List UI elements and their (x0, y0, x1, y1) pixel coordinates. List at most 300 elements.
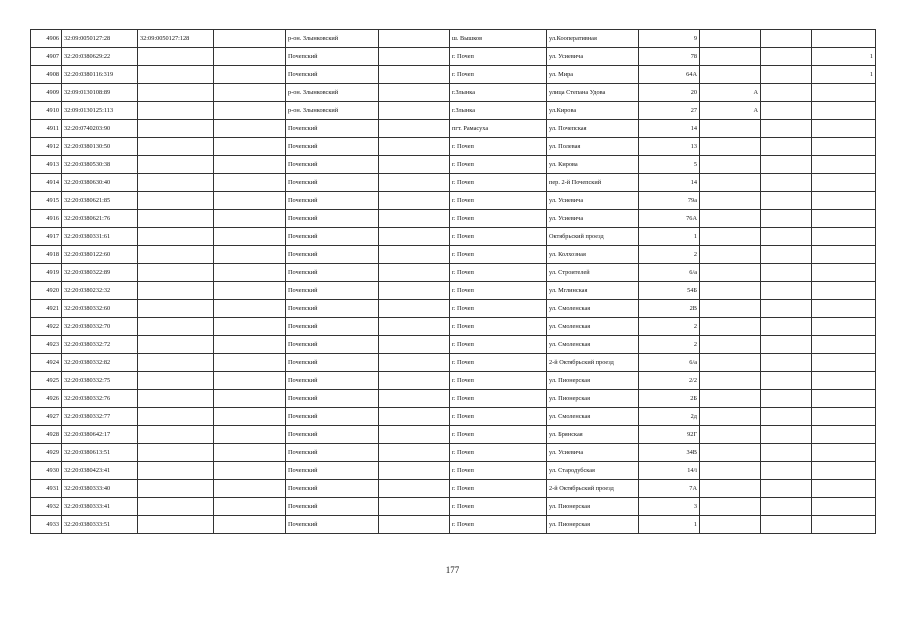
previous-cadastral-cell: 32:09:0050127:128 (138, 30, 214, 48)
row-number-cell: 4918 (31, 246, 62, 264)
extra-cell (761, 354, 812, 372)
row-number-cell: 4924 (31, 354, 62, 372)
row-number-cell: 4926 (31, 390, 62, 408)
extra-cell (214, 138, 286, 156)
blank-cell (379, 228, 450, 246)
cadastral-number-cell: 32:20:0380332:82 (62, 354, 138, 372)
street-cell: ул. Усиевича (547, 444, 639, 462)
row-number-cell: 4919 (31, 264, 62, 282)
cadastral-number-cell: 32:09:0130108:89 (62, 84, 138, 102)
flag-cell (812, 462, 876, 480)
cadastral-number-cell: 32:20:0380232:32 (62, 282, 138, 300)
letter-cell (700, 318, 761, 336)
locality-cell: г. Почеп (450, 264, 547, 282)
street-cell: ул. Смоленская (547, 336, 639, 354)
locality-cell: г. Почеп (450, 426, 547, 444)
table-row (31, 408, 876, 426)
previous-cadastral-cell (138, 192, 214, 210)
cadastral-number-cell: 32:20:0380322:89 (62, 264, 138, 282)
blank-cell (379, 480, 450, 498)
extra-cell (214, 516, 286, 534)
district-cell: Почепский (286, 444, 379, 462)
row-number-cell: 4928 (31, 426, 62, 444)
extra-cell (761, 516, 812, 534)
row-number-cell: 4907 (31, 48, 62, 66)
house-number-cell: 6/а (639, 354, 700, 372)
district-cell: Почепский (286, 48, 379, 66)
table-row (31, 120, 876, 138)
locality-cell: г. Почеп (450, 408, 547, 426)
extra-cell (761, 282, 812, 300)
flag-cell (812, 246, 876, 264)
table-row (31, 480, 876, 498)
extra-cell (761, 192, 812, 210)
district-cell: Почепский (286, 318, 379, 336)
house-number-cell: 3 (639, 498, 700, 516)
house-number-cell: 5 (639, 156, 700, 174)
table-row (31, 138, 876, 156)
street-cell: ул. Усиевича (547, 192, 639, 210)
previous-cadastral-cell (138, 66, 214, 84)
house-number-cell: 2д (639, 408, 700, 426)
locality-cell: г. Почеп (450, 444, 547, 462)
row-number-cell: 4915 (31, 192, 62, 210)
extra-cell (761, 84, 812, 102)
letter-cell (700, 282, 761, 300)
blank-cell (379, 174, 450, 192)
district-cell: Почепский (286, 138, 379, 156)
extra-cell (214, 426, 286, 444)
locality-cell: г. Почеп (450, 246, 547, 264)
blank-cell (379, 516, 450, 534)
row-number-cell: 4922 (31, 318, 62, 336)
blank-cell (379, 48, 450, 66)
cadastral-number-cell: 32:09:0130125:113 (62, 102, 138, 120)
cadastral-number-cell: 32:20:0380613:51 (62, 444, 138, 462)
flag-cell: 1 (812, 66, 876, 84)
blank-cell (379, 210, 450, 228)
street-cell: ул. Усиевича (547, 48, 639, 66)
street-cell: ул. Смоленская (547, 300, 639, 318)
extra-cell (761, 246, 812, 264)
blank-cell (379, 444, 450, 462)
registry-table (30, 29, 876, 534)
flag-cell (812, 318, 876, 336)
locality-cell: г. Почеп (450, 354, 547, 372)
cadastral-number-cell: 32:20:0380332:77 (62, 408, 138, 426)
previous-cadastral-cell (138, 444, 214, 462)
row-number-cell: 4914 (31, 174, 62, 192)
house-number-cell: 2 (639, 318, 700, 336)
district-cell: Почепский (286, 156, 379, 174)
extra-cell (761, 66, 812, 84)
extra-cell (214, 210, 286, 228)
extra-cell (214, 408, 286, 426)
blank-cell (379, 300, 450, 318)
flag-cell (812, 156, 876, 174)
row-number-cell: 4932 (31, 498, 62, 516)
extra-cell (761, 408, 812, 426)
street-cell: ул. Мглинская (547, 282, 639, 300)
extra-cell (761, 30, 812, 48)
cadastral-number-cell: 32:20:0740203:90 (62, 120, 138, 138)
extra-cell (761, 300, 812, 318)
house-number-cell: 34В (639, 444, 700, 462)
flag-cell (812, 210, 876, 228)
table-row (31, 30, 876, 48)
house-number-cell: 78 (639, 48, 700, 66)
flag-cell (812, 102, 876, 120)
street-cell: 2-й Октябрьский проезд (547, 480, 639, 498)
locality-cell: г. Почеп (450, 282, 547, 300)
letter-cell (700, 192, 761, 210)
flag-cell (812, 120, 876, 138)
street-cell: улица Степана Удова (547, 84, 639, 102)
letter-cell (700, 462, 761, 480)
previous-cadastral-cell (138, 426, 214, 444)
locality-cell: г. Почеп (450, 174, 547, 192)
district-cell: Почепский (286, 498, 379, 516)
house-number-cell: 14/і (639, 462, 700, 480)
extra-cell (761, 48, 812, 66)
flag-cell (812, 138, 876, 156)
row-number-cell: 4911 (31, 120, 62, 138)
row-number-cell: 4909 (31, 84, 62, 102)
letter-cell (700, 48, 761, 66)
cadastral-number-cell: 32:09:0050127:28 (62, 30, 138, 48)
letter-cell: А (700, 102, 761, 120)
letter-cell (700, 120, 761, 138)
table-row (31, 426, 876, 444)
street-cell: ул. Смоленская (547, 318, 639, 336)
previous-cadastral-cell (138, 84, 214, 102)
blank-cell (379, 282, 450, 300)
flag-cell (812, 84, 876, 102)
extra-cell (214, 354, 286, 372)
house-number-cell: 9 (639, 30, 700, 48)
table-row (31, 210, 876, 228)
district-cell: Почепский (286, 282, 379, 300)
row-number-cell: 4908 (31, 66, 62, 84)
street-cell: ул. Брянская (547, 426, 639, 444)
letter-cell (700, 300, 761, 318)
district-cell: Почепский (286, 408, 379, 426)
house-number-cell: 2 (639, 246, 700, 264)
previous-cadastral-cell (138, 228, 214, 246)
extra-cell (214, 174, 286, 192)
letter-cell (700, 336, 761, 354)
previous-cadastral-cell (138, 282, 214, 300)
blank-cell (379, 426, 450, 444)
locality-cell: г. Почеп (450, 480, 547, 498)
table-row (31, 174, 876, 192)
extra-cell (214, 264, 286, 282)
extra-cell (214, 462, 286, 480)
row-number-cell: 4925 (31, 372, 62, 390)
letter-cell (700, 228, 761, 246)
district-cell: Почепский (286, 354, 379, 372)
previous-cadastral-cell (138, 516, 214, 534)
table-row (31, 336, 876, 354)
extra-cell (214, 498, 286, 516)
district-cell: Почепский (286, 246, 379, 264)
blank-cell (379, 192, 450, 210)
previous-cadastral-cell (138, 246, 214, 264)
district-cell: Почепский (286, 192, 379, 210)
letter-cell (700, 264, 761, 282)
flag-cell (812, 282, 876, 300)
district-cell: Почепский (286, 462, 379, 480)
previous-cadastral-cell (138, 318, 214, 336)
extra-cell (761, 138, 812, 156)
street-cell: ул. Мира (547, 66, 639, 84)
street-cell: ул. Стародубская (547, 462, 639, 480)
district-cell: Почепский (286, 120, 379, 138)
flag-cell (812, 192, 876, 210)
extra-cell (761, 102, 812, 120)
extra-cell (761, 372, 812, 390)
table-row (31, 264, 876, 282)
previous-cadastral-cell (138, 372, 214, 390)
row-number-cell: 4917 (31, 228, 62, 246)
previous-cadastral-cell (138, 210, 214, 228)
house-number-cell: 14 (639, 120, 700, 138)
locality-cell: г. Почеп (450, 318, 547, 336)
letter-cell (700, 354, 761, 372)
cadastral-number-cell: 32:20:0380122:60 (62, 246, 138, 264)
street-cell: ул. Строителей (547, 264, 639, 282)
district-cell: р-он. Злынковский (286, 84, 379, 102)
blank-cell (379, 66, 450, 84)
blank-cell (379, 462, 450, 480)
district-cell: Почепский (286, 372, 379, 390)
extra-cell (214, 120, 286, 138)
previous-cadastral-cell (138, 156, 214, 174)
blank-cell (379, 354, 450, 372)
row-number-cell: 4910 (31, 102, 62, 120)
locality-cell: г.Злынка (450, 102, 547, 120)
cadastral-number-cell: 32:20:0380331:61 (62, 228, 138, 246)
table-row (31, 498, 876, 516)
extra-cell (214, 192, 286, 210)
letter-cell (700, 210, 761, 228)
cadastral-number-cell: 32:20:0380530:38 (62, 156, 138, 174)
previous-cadastral-cell (138, 336, 214, 354)
cadastral-number-cell: 32:20:0380642:17 (62, 426, 138, 444)
table-row (31, 228, 876, 246)
extra-cell (214, 102, 286, 120)
row-number-cell: 4929 (31, 444, 62, 462)
cadastral-number-cell: 32:20:0380333:41 (62, 498, 138, 516)
extra-cell (214, 282, 286, 300)
flag-cell (812, 264, 876, 282)
house-number-cell: 64А (639, 66, 700, 84)
street-cell: ул. Почепская (547, 120, 639, 138)
locality-cell: г. Почеп (450, 48, 547, 66)
extra-cell (761, 318, 812, 336)
extra-cell (214, 48, 286, 66)
district-cell: Почепский (286, 210, 379, 228)
house-number-cell: 1 (639, 516, 700, 534)
flag-cell (812, 390, 876, 408)
district-cell: Почепский (286, 516, 379, 534)
locality-cell: г. Почеп (450, 66, 547, 84)
locality-cell: г. Почеп (450, 300, 547, 318)
letter-cell (700, 408, 761, 426)
page-number: 177 (445, 565, 460, 575)
row-number-cell: 4931 (31, 480, 62, 498)
street-cell: ул. Пионерская (547, 390, 639, 408)
extra-cell (214, 66, 286, 84)
table-row (31, 516, 876, 534)
previous-cadastral-cell (138, 120, 214, 138)
street-cell: пер. 2-й Почепский (547, 174, 639, 192)
table-row (31, 48, 876, 66)
house-number-cell: 79а (639, 192, 700, 210)
previous-cadastral-cell (138, 408, 214, 426)
flag-cell (812, 372, 876, 390)
blank-cell (379, 102, 450, 120)
table-row (31, 84, 876, 102)
letter-cell (700, 516, 761, 534)
extra-cell (761, 480, 812, 498)
extra-cell (214, 84, 286, 102)
flag-cell (812, 228, 876, 246)
house-number-cell: 54Б (639, 282, 700, 300)
cadastral-number-cell: 32:20:0380332:72 (62, 336, 138, 354)
table-row (31, 282, 876, 300)
blank-cell (379, 30, 450, 48)
flag-cell (812, 408, 876, 426)
street-cell: ул. Пионерская (547, 516, 639, 534)
house-number-cell: 2Б (639, 390, 700, 408)
previous-cadastral-cell (138, 354, 214, 372)
district-cell: Почепский (286, 336, 379, 354)
flag-cell: 1 (812, 48, 876, 66)
table-row (31, 102, 876, 120)
extra-cell (214, 156, 286, 174)
street-cell: ул. Пионерская (547, 372, 639, 390)
street-cell: ул.Кооперативная (547, 30, 639, 48)
previous-cadastral-cell (138, 300, 214, 318)
blank-cell (379, 390, 450, 408)
district-cell: Почепский (286, 390, 379, 408)
cadastral-number-cell: 32:20:0380332:60 (62, 300, 138, 318)
flag-cell (812, 174, 876, 192)
letter-cell (700, 246, 761, 264)
locality-cell: г. Почеп (450, 192, 547, 210)
district-cell: Почепский (286, 264, 379, 282)
house-number-cell: 27 (639, 102, 700, 120)
letter-cell (700, 480, 761, 498)
street-cell: 2-й Октябрьский проезд (547, 354, 639, 372)
previous-cadastral-cell (138, 138, 214, 156)
previous-cadastral-cell (138, 498, 214, 516)
row-number-cell: 4933 (31, 516, 62, 534)
flag-cell (812, 444, 876, 462)
cadastral-number-cell: 32:20:0380333:51 (62, 516, 138, 534)
registry-rows (31, 30, 876, 534)
cadastral-number-cell: 32:20:0380332:70 (62, 318, 138, 336)
house-number-cell: 76А (639, 210, 700, 228)
extra-cell (214, 300, 286, 318)
locality-cell: г.Злынка (450, 84, 547, 102)
blank-cell (379, 84, 450, 102)
row-number-cell: 4913 (31, 156, 62, 174)
cadastral-number-cell: 32:20:0380332:75 (62, 372, 138, 390)
street-cell: ул.Кирова (547, 102, 639, 120)
extra-cell (214, 444, 286, 462)
blank-cell (379, 120, 450, 138)
blank-cell (379, 156, 450, 174)
row-number-cell: 4916 (31, 210, 62, 228)
district-cell: р-он. Злынковский (286, 30, 379, 48)
blank-cell (379, 372, 450, 390)
flag-cell (812, 336, 876, 354)
letter-cell (700, 390, 761, 408)
extra-cell (214, 228, 286, 246)
house-number-cell: 6/а (639, 264, 700, 282)
letter-cell: А (700, 84, 761, 102)
house-number-cell: 92Г (639, 426, 700, 444)
extra-cell (761, 390, 812, 408)
district-cell: Почепский (286, 228, 379, 246)
previous-cadastral-cell (138, 102, 214, 120)
row-number-cell: 4921 (31, 300, 62, 318)
letter-cell (700, 138, 761, 156)
extra-cell (761, 426, 812, 444)
blank-cell (379, 336, 450, 354)
house-number-cell: 7А (639, 480, 700, 498)
house-number-cell: 20 (639, 84, 700, 102)
extra-cell (214, 336, 286, 354)
letter-cell (700, 426, 761, 444)
extra-cell (214, 246, 286, 264)
cadastral-number-cell: 32:20:0380621:85 (62, 192, 138, 210)
previous-cadastral-cell (138, 390, 214, 408)
letter-cell (700, 444, 761, 462)
flag-cell (812, 498, 876, 516)
flag-cell (812, 480, 876, 498)
district-cell: Почепский (286, 174, 379, 192)
previous-cadastral-cell (138, 48, 214, 66)
blank-cell (379, 498, 450, 516)
street-cell: ул. Смоленская (547, 408, 639, 426)
cadastral-number-cell: 32:20:0380423:41 (62, 462, 138, 480)
row-number-cell: 4906 (31, 30, 62, 48)
letter-cell (700, 156, 761, 174)
district-cell: р-он. Злынковский (286, 102, 379, 120)
table-row (31, 300, 876, 318)
extra-cell (214, 30, 286, 48)
cadastral-number-cell: 32:20:0380333:40 (62, 480, 138, 498)
row-number-cell: 4912 (31, 138, 62, 156)
street-cell: Октябрьский проезд (547, 228, 639, 246)
house-number-cell: 2/2 (639, 372, 700, 390)
locality-cell: г. Почеп (450, 390, 547, 408)
house-number-cell: 13 (639, 138, 700, 156)
letter-cell (700, 372, 761, 390)
house-number-cell: 1 (639, 228, 700, 246)
previous-cadastral-cell (138, 480, 214, 498)
cadastral-number-cell: 32:20:0380629:22 (62, 48, 138, 66)
locality-cell: г. Почеп (450, 516, 547, 534)
row-number-cell: 4927 (31, 408, 62, 426)
extra-cell (761, 210, 812, 228)
table-row (31, 246, 876, 264)
table-row (31, 318, 876, 336)
row-number-cell: 4923 (31, 336, 62, 354)
